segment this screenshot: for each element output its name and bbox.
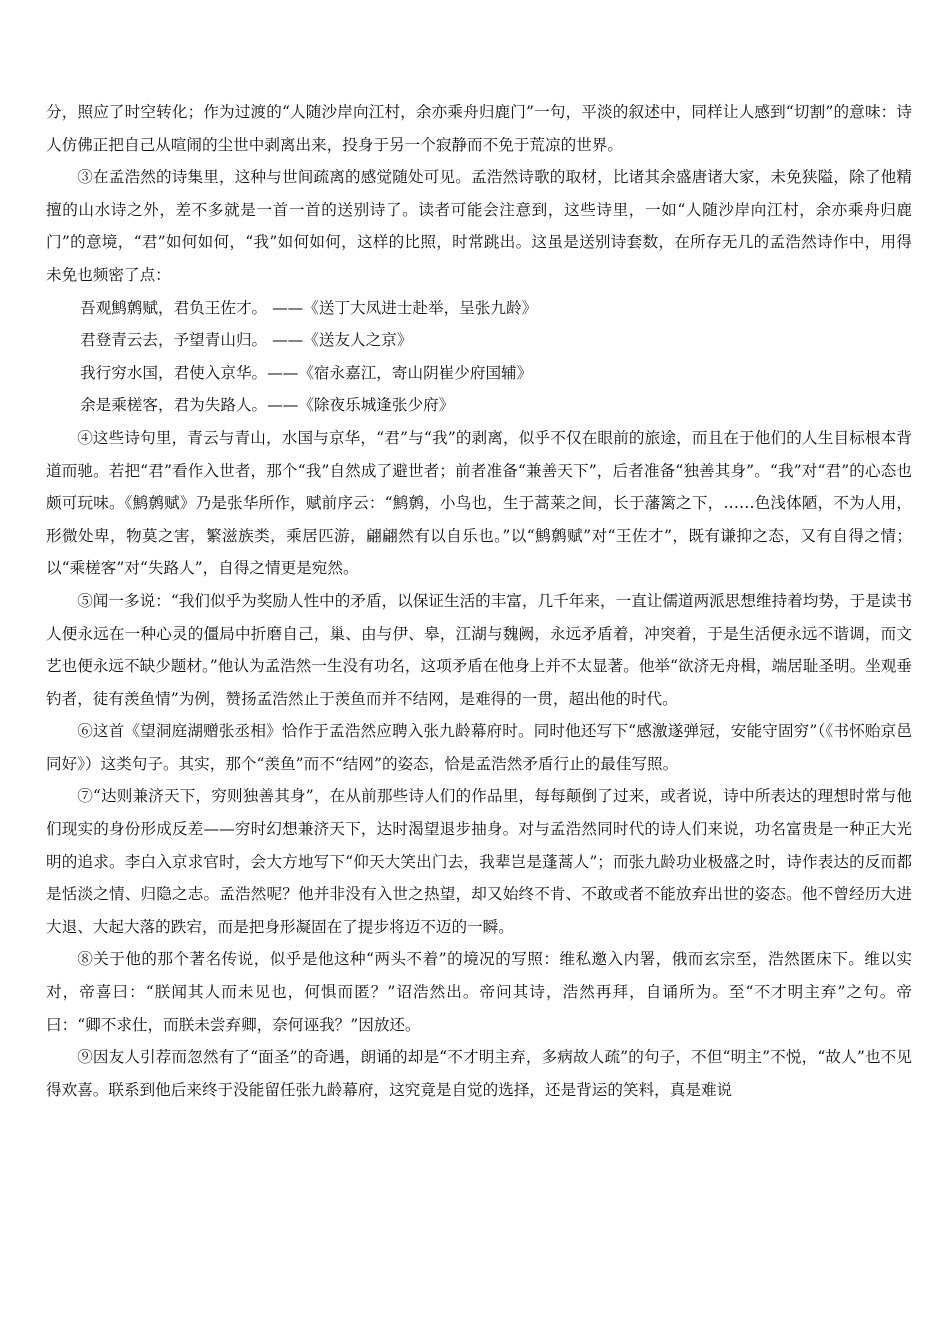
- quote-line-1: 吾观鹪鹩赋，君负王佐才。 ——《送丁大凤进士赴举，呈张九龄》: [80, 298, 538, 317]
- quote-line-3: 我行穷水国，君使入京华。——《宿永嘉江，寄山阴崔少府国辅》: [80, 363, 533, 382]
- paragraph-6: ⑥这首《望洞庭湖赠张丞相》恰作于孟浩然应聘入张九龄幕府时。同时他还写下“感激遂弹冠，安能守固穷”（《书怀贻京邑同好》）这类句子。其实，那个“羡鱼”而不“结网”的姿态，恰是孟浩然矛盾行止的最佳写照。: [46, 722, 912, 773]
- paragraph-9: ⑨因友人引荐而忽然有了“面圣”的奇遇，朗诵的却是“不才明主弃，多病故人疏”的句子，不但“明主”不悦，“故人”也不见得欢喜。联系到他后来终于没能留任张九龄幕府，这究竟是自觉的选择，还是背运的笑料，真是难说: [46, 1048, 912, 1099]
- document-page: [46, 96, 912, 1106]
- paragraph-5: ⑤闻一多说：“我们似乎为奖励人性中的矛盾，以保证生活的丰富，几千年来，一直让儒道两派思想维持着均势，于是读书人便永远在一种心灵的僵局中折磨自己，巢、由与伊、皋，江湖与魏阙，永远矛盾着，冲突着，于是生活便永远不谐调，而文艺也便永远不缺少题材。”他认为孟浩然一生没有功名，这项矛盾在他身上并不太显著。他举“欲济无舟楫，端居耻圣明。坐观垂钓者，徒有羡鱼情”为例，赞扬孟浩然止于羡鱼而并不结网，是难得的一贯，超出他的时代。: [46, 591, 912, 708]
- paragraph-4: ④这些诗句里，青云与青山，水国与京华，“君”与“我”的剥离，似乎不仅在眼前的旅途，而且在于他们的人生目标根本背道而驰。若把“君”看作入世者，那个“我”自然成了避世者；前者准备“兼善天下”，后者准备“独善其身”。“我”对“君”的心态也颇可玩味。《鹪鹩赋》乃是张华所作，赋前序云：“鹪鹩，小鸟也，生于蒿莱之间，长于藩篱之下，……色浅体陋，不为人用，形微处卑，物莫之害，繁滋族类，乘居匹游，翩翩然有以自乐也。”以“鹪鹩赋”对“王佐才”，既有谦抑之态，又有自得之情；以“乘槎客”对“失路人”，自得之情更是宛然。: [46, 428, 912, 578]
- paragraph-8: ⑧关于他的那个著名传说，似乎是他这种“两头不着”的境况的写照：维私邀入内署，俄而玄宗至，浩然匿床下。维以实对，帝喜曰：“朕闻其人而未见也，何惧而匿？”诏浩然出。帝问其诗，浩然再拜，自诵所为。至“不才明主弃”之句。帝曰：“卿不求仕，而朕未尝弃卿，奈何诬我？”因放还。: [46, 950, 912, 1034]
- paragraph-continuation: 分，照应了时空转化；作为过渡的“人随沙岸向江村，余亦乘舟归鹿门”一句，平淡的叙述中，同样让人感到“切割”的意味：诗人仿佛正把自己从喧闹的尘世中剥离出来，投身于另一个寂静而不免于荒凉的世界。: [46, 103, 912, 154]
- paragraph-3: ③在孟浩然的诗集里，这种与世间疏离的感觉随处可见。孟浩然诗歌的取材，比诸其余盛唐诸大家，未免狭隘，除了他精擅的山水诗之外，差不多就是一首一首的送别诗了。读者可能会注意到，这些诗里，一如“人随沙岸向江村，余亦乘舟归鹿门”的意境，“君”如何如何，“我”如何如何，这样的比照，时常跳出。这虽是送别诗套数，在所存无几的孟浩然诗作中，用得未免也频密了点：: [46, 168, 912, 284]
- quote-line-4: 余是乘槎客，君为失路人。——《除夜乐城逢张少府》: [80, 396, 455, 415]
- paragraph-7: ⑦“达则兼济天下，穷则独善其身”，在从前那些诗人们的作品里，每每颠倒了过来，或者说，诗中所表达的理想时常与他们现实的身份形成反差——穷时幻想兼济天下，达时渴望退步抽身。对与孟浩然同时代的诗人们来说，功名富贵是一种正大光明的追求。李白入京求官时，会大方地写下“仰天大笑出门去，我辈岂是蓬蒿人”；而张九龄功业极盛之时，诗作表达的反而都是恬淡之情、归隐之志。孟浩然呢？他并非没有入世之热望，却又始终不肯、不敢或者不能放弃出世的姿态。他不曾经历大进大退、大起大落的跌宕，而是把身形凝固在了提步将迈不迈的一瞬。: [46, 787, 912, 936]
- quote-line-2: 君登青云去，予望青山归。 ——《送友人之京》: [80, 331, 413, 350]
